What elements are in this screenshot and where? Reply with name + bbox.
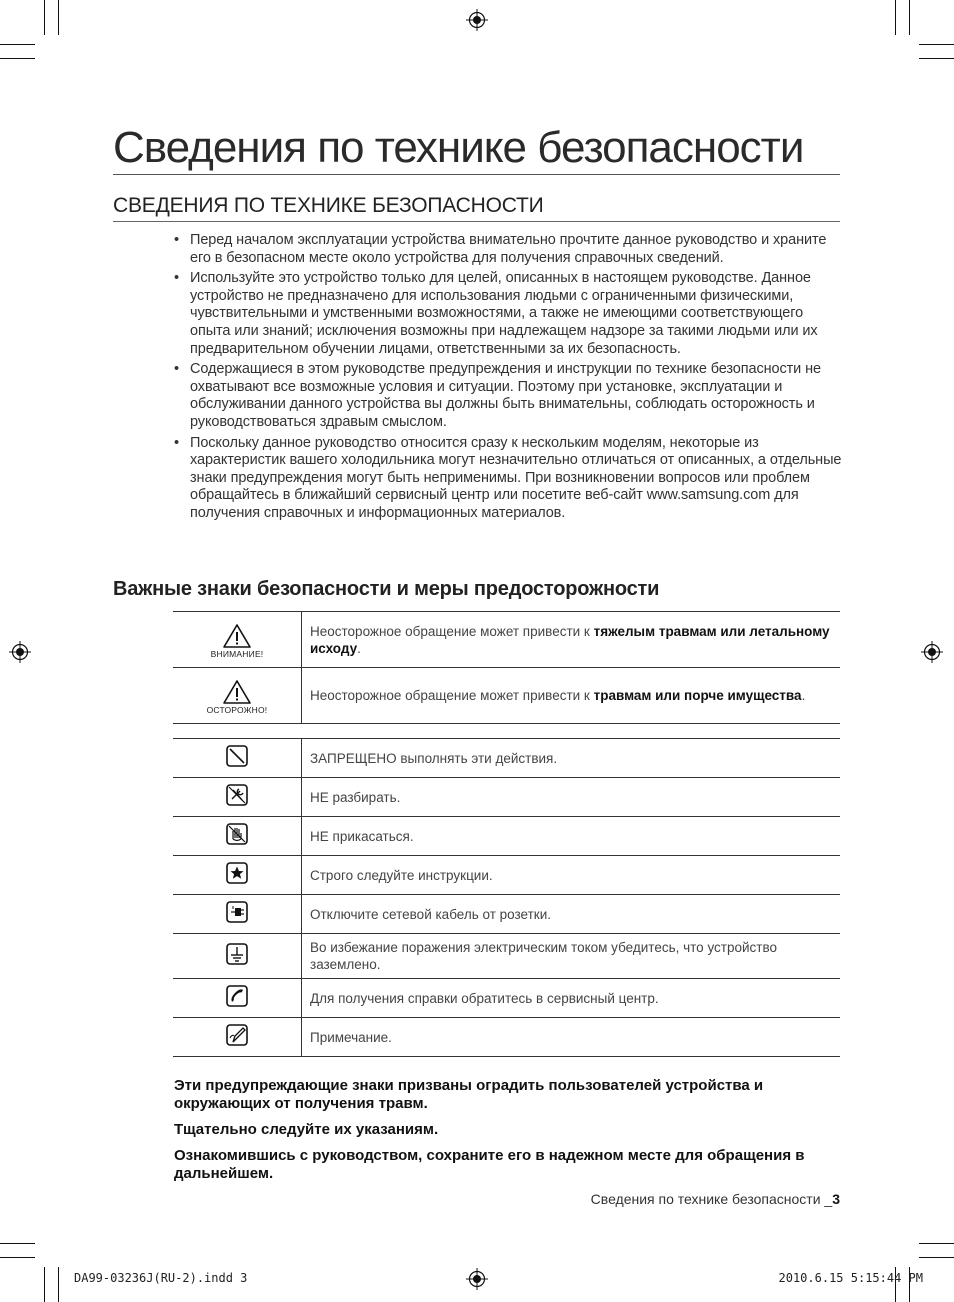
sign-cell <box>173 612 302 668</box>
registration-mark-icon <box>9 641 31 663</box>
crop-mark <box>0 44 35 45</box>
list-item: • Используйте это устройство только для целей, описанных в настоящем руководстве. Данное устройство не предназначено для использования людьми с ограниченными физическими, чувствительными и умственными возможностями, а также не имеющими соответствующего опыта или знаний; исключения возможны при надлежащем надзоре за такими людьми или их предварительном обучении лицами, ответственными за их безопасность. <box>174 270 846 358</box>
note-icon <box>226 1024 248 1046</box>
table-row <box>173 895 840 934</box>
sign-label: ВНИМАНИЕ! <box>210 649 264 659</box>
ground-icon <box>226 943 248 965</box>
registration-mark-icon <box>466 1268 488 1290</box>
table-row <box>173 934 840 979</box>
closing-paragraph: Ознакомившись с руководством, сохраните его в надежном месте для обращения в дальнейшем. <box>174 1147 805 1182</box>
footer-caption: Сведения по технике безопасности _3 <box>590 1191 840 1207</box>
crop-mark <box>919 1257 954 1258</box>
table-row <box>173 668 840 724</box>
crop-mark <box>58 1267 59 1302</box>
caution-triangle-icon <box>222 679 252 705</box>
table-row <box>173 979 840 1018</box>
crop-mark <box>44 1267 45 1302</box>
symbol-description: Строго следуйте инструкции. <box>302 856 841 895</box>
symbol-description: Во избежание поражения электрическим током убедитесь, что устройство заземлено. <box>302 934 841 979</box>
table-row <box>173 817 840 856</box>
unplug-icon <box>226 901 248 923</box>
crop-mark <box>44 0 45 35</box>
table-row <box>173 739 840 778</box>
table-row <box>173 1018 840 1057</box>
crop-mark <box>919 44 954 45</box>
service-phone-icon <box>226 985 248 1007</box>
symbol-description: НЕ разбирать. <box>302 778 841 817</box>
page-number: 3 <box>832 1191 840 1207</box>
symbols-table <box>173 738 840 1057</box>
registration-mark-icon <box>466 9 488 31</box>
sign-label: ОСТОРОЖНО! <box>206 705 268 715</box>
print-file-info: DA99-03236J(RU-2).indd 3 <box>74 1271 248 1285</box>
symbol-description: Отключите сетевой кабель от розетки. <box>302 895 841 934</box>
prohibited-icon <box>226 745 248 767</box>
do-not-touch-icon <box>226 823 248 845</box>
crop-mark <box>58 0 59 35</box>
subheading: Важные знаки безопасности и меры предосторожности <box>113 578 660 600</box>
section-title: СВЕДЕНИЯ ПО ТЕХНИКЕ БЕЗОПАСНОСТИ <box>113 193 840 222</box>
table-row <box>173 612 840 668</box>
closing-notes <box>174 1077 840 1191</box>
warning-signs-table <box>173 611 840 724</box>
table-row <box>173 856 840 895</box>
safety-bullet-list <box>174 232 846 526</box>
list-item: • Содержащиеся в этом руководстве предупреждения и инструкции по технике безопасности не охватывают все возможные условия и ситуации. Поэтому при установке, эксплуатации и обслуживании данного устройства вы должны быть внимательны, соблюдать осторожность и руководствоваться здравым смыслом. <box>174 361 846 431</box>
closing-paragraph: Тщательно следуйте их указаниям. <box>174 1121 439 1138</box>
sign-description: Неосторожное обращение может привести к тяжелым травмам или летальному исходу. <box>302 612 841 668</box>
sign-cell <box>173 668 302 724</box>
sign-description: Неосторожное обращение может привести к травмам или порче имущества. <box>302 668 841 724</box>
table-row <box>173 778 840 817</box>
list-item: • Поскольку данное руководство относится сразу к нескольким моделям, некоторые из характеристик вашего холодильника могут незначительно отличаться от описанных, а отдельные знаки предупреждения могут быть неприменимы. При возникновении вопросов или проблем обращайтесь в ближайший сервисный центр или посетите веб-сайт www.samsung.com для получения справочных и информационных материалов. <box>174 435 846 523</box>
symbol-description: Для получения справки обратитесь в сервисный центр. <box>302 979 841 1018</box>
crop-mark <box>909 0 910 35</box>
symbol-description: НЕ прикасаться. <box>302 817 841 856</box>
symbol-description: Примечание. <box>302 1018 841 1057</box>
warning-triangle-icon <box>222 623 252 649</box>
follow-instructions-icon <box>226 862 248 884</box>
crop-mark <box>895 0 896 35</box>
symbol-description: ЗАПРЕЩЕНО выполнять эти действия. <box>302 739 841 778</box>
crop-mark <box>919 1243 954 1244</box>
crop-mark <box>0 1243 35 1244</box>
closing-paragraph: Эти предупреждающие знаки призваны оградить пользователей устройства и окружающих от получения травм. <box>174 1077 764 1112</box>
page-title: Сведения по технике безопасности <box>113 122 840 175</box>
registration-mark-icon <box>921 641 943 663</box>
crop-mark <box>919 58 954 59</box>
crop-mark <box>0 1257 35 1258</box>
do-not-disassemble-icon <box>226 784 248 806</box>
print-datetime: 2010.6.15 5:15:44 PM <box>778 1271 923 1285</box>
crop-mark <box>0 58 35 59</box>
list-item: • Перед началом эксплуатации устройства внимательно прочтите данное руководство и храните его в безопасном месте около устройства для получения справочных сведений. <box>174 232 846 267</box>
